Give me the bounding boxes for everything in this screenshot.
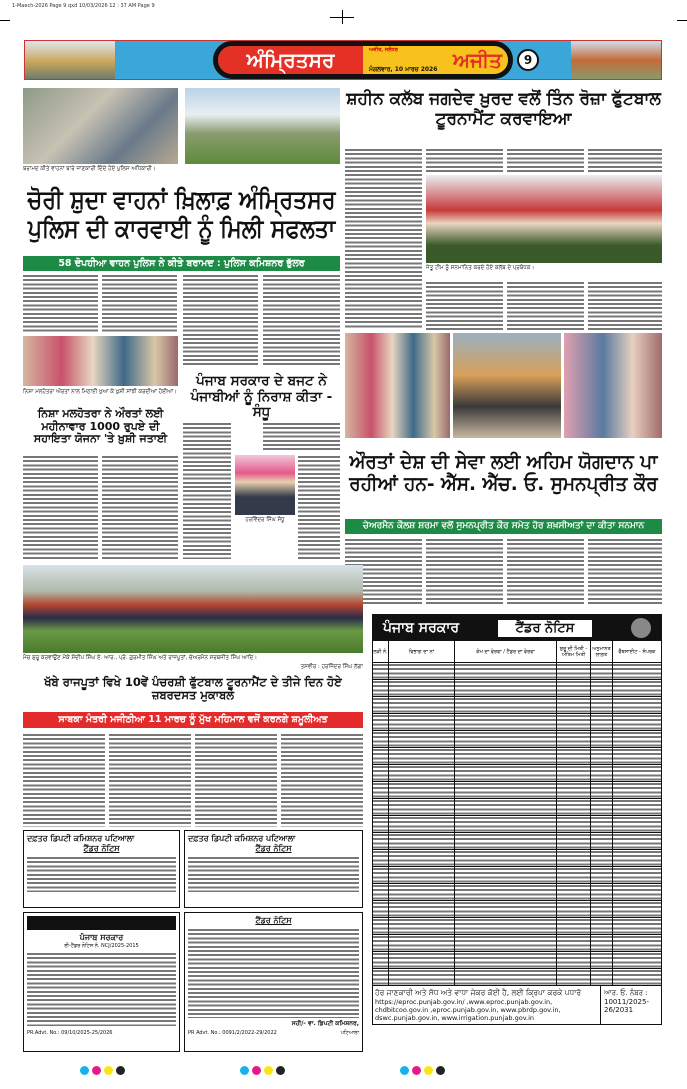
honour-photo-2	[453, 333, 561, 438]
tender-cell	[455, 697, 557, 713]
col-header: ਅਨੁਮਾਨਤ ਲਾਗਤ	[591, 641, 613, 662]
ad2-body	[188, 856, 359, 892]
police-photo	[23, 88, 178, 164]
tender-cell	[373, 884, 389, 900]
honour-photo-3	[564, 333, 662, 438]
tender-cell	[613, 867, 661, 883]
tender-cell	[389, 714, 455, 730]
tender-cell	[613, 765, 661, 781]
sandhu-portrait	[235, 455, 295, 515]
tender-cell	[389, 884, 455, 900]
story3-body	[263, 422, 340, 450]
tender-cell	[557, 850, 591, 866]
tender-notice-table	[372, 614, 662, 1025]
masthead-edition: ਅਜੀਤ, ਜਲੰਧਰ	[369, 47, 398, 53]
tender-row	[373, 697, 661, 714]
story2-caption: ਨਿਸ਼ਾ ਮਲਹੋਤਰਾ ਔਰਤਾਂ ਨਾਲ ਮਿਠਾਈ ਖੁਆ ਕੇ ਖ਼ੁਸ਼ੀ ਸਾਂਝੀ ਕਰਦੀਆਂ ਹੋਈਆਂ।	[23, 389, 177, 395]
tender-row	[373, 714, 661, 731]
col-header: ਵੈੱਬਸਾਈਟ - ਸੰਪਰਕ	[618, 648, 656, 655]
tender-cell	[455, 850, 557, 866]
tender-cell	[373, 714, 389, 730]
story3-headline: ਪੰਜਾਬ ਸਰਕਾਰ ਦੇ ਬਜਟ ਨੇ ਪੰਜਾਬੀਆਂ ਨੂੰ ਨਿਰਾਸ਼ ਕੀਤਾ - ਸੰਧੂ	[190, 373, 333, 421]
tender-cell	[591, 663, 613, 679]
tender-cell	[389, 901, 455, 917]
tender-cell	[373, 935, 389, 951]
tender-columns	[373, 641, 661, 663]
story6-headline: ਖੱਬੇ ਰਾਜਪੂਤਾਂ ਵਿਖੇ 10ਵੇਂ ਪੰਚਰਸ਼ੀ ਫੁੱਟਬਾਲ ਟੂਰਨਾਮੈਂਟ ਦੇ ਤੀਜੇ ਦਿਨ ਹੋਏ ਜ਼ਬਰਦਸਤ ਮੁਕਾਬਲੇ	[44, 675, 342, 703]
govt-ad	[23, 912, 180, 1052]
story4-caption: ਜੇਤੂ ਟੀਮ ਨੂੰ ਸਨਮਾਨਿਤ ਕਰਦੇ ਹੋਏ ਕਲੱਬ ਦੇ ਪ੍ਰਬੰਧਕ।	[426, 265, 535, 271]
masthead	[24, 40, 662, 80]
tender-cell	[557, 731, 591, 747]
vehicles-photo	[185, 88, 340, 164]
tender-cell	[613, 731, 661, 747]
tender-row	[373, 833, 661, 850]
story2-body	[23, 455, 98, 559]
tender-cell	[557, 918, 591, 934]
story5-body	[588, 538, 662, 604]
tender-cell	[557, 816, 591, 832]
football-club-photo	[426, 175, 662, 263]
story4-body	[507, 148, 584, 172]
tender-cell	[455, 969, 557, 985]
tender-cell	[455, 901, 557, 917]
tender-cell	[557, 867, 591, 883]
tender-ref: ਆਰ. ਓ. ਨੰਬਰ : 10011/2025-26/2031	[604, 989, 649, 1014]
story1-headline: ਚੋਰੀ ਸ਼ੁਦਾ ਵਾਹਨਾਂ ਖ਼ਿਲਾਫ਼ ਅੰਮ੍ਰਿਤਸਰ ਪੁਲਿਸ ਦੀ ਕਾਰਵਾਈ ਨੂੰ ਮਿਲੀ ਸਫਲਤਾ	[27, 185, 336, 243]
punjab-seal-icon	[631, 618, 651, 638]
tender-cell	[389, 748, 455, 764]
col-header: ਵਿਭਾਗ ਦਾ ਨਾਂ	[389, 641, 455, 662]
tender-cell	[455, 816, 557, 832]
tender-cell	[389, 731, 455, 747]
tender-cell	[389, 765, 455, 781]
tender-ad-3	[184, 912, 363, 1052]
tender-cell	[591, 833, 613, 849]
tender-cell	[455, 731, 557, 747]
tender-cell	[591, 782, 613, 798]
color-registration	[240, 1066, 285, 1075]
tender-cell	[613, 969, 661, 985]
govt-ad-notice-no: ਈ-ਟੈਂਡਰ ਨੋਟਿਸ ਨੰ. NCJ/2025-2015	[64, 943, 139, 949]
monument-image	[571, 41, 661, 79]
ad1-body	[27, 856, 176, 892]
tender-cell	[373, 731, 389, 747]
tender-cell	[591, 731, 613, 747]
tender-cell	[591, 816, 613, 832]
ad3-title: ਟੈਂਡਰ ਨੋਟਿਸ	[255, 916, 292, 925]
tender-cell	[389, 833, 455, 849]
tender-cell	[557, 884, 591, 900]
tender-footer: ਹੋਰ ਜਾਣਕਾਰੀ ਅਤੇ ਸੋਧ ਅਤੇ ਵਾਧਾ ਜੇਕਰ ਕੋਈ ਹੈ, ਲਈ ਕ੍ਰਿਪਾ ਕਰਕੇ ਪਧਾਰੋ	[375, 988, 582, 997]
ad3-place: ਪਟਿਆਲਾ	[340, 1030, 359, 1036]
story4-body	[426, 281, 503, 330]
tender-row	[373, 680, 661, 697]
tender-cell	[389, 697, 455, 713]
story4-body	[345, 148, 422, 328]
tender-cell	[613, 952, 661, 968]
story4-headline: ਸ਼ਹੀਨ ਕਲੱਬ ਜਗਦੇਵ ਖ਼ੁਰਦ ਵਲੋਂ ਤਿੰਨ ਰੋਜ਼ਾ ਫੁੱਟਬਾਲ ਟੂਰਨਾਮੈਂਟ ਕਰਵਾਇਆ	[346, 89, 661, 129]
tender-cell	[591, 901, 613, 917]
col-header: ਸ਼ੁਰੂ ਦੀ ਮਿਤੀ - ਅੰਤਿਮ ਮਿਤੀ	[557, 641, 591, 662]
tender-cell	[557, 714, 591, 730]
tender-cell	[373, 901, 389, 917]
tender-cell	[389, 918, 455, 934]
tender-cell	[455, 833, 557, 849]
govt-ad-body	[27, 952, 176, 1026]
tender-cell	[389, 680, 455, 696]
tender-cell	[557, 935, 591, 951]
ad1-office: ਦਫ਼ਤਰ ਡਿਪਟੀ ਕਮਿਸ਼ਨਰ ਪਟਿਆਲਾ	[27, 834, 135, 843]
story2-headline: ਨਿਸ਼ਾ ਮਲਹੋਤਰਾ ਨੇ ਔਰਤਾਂ ਲਈ ਮਹੀਨਾਵਾਰ 1000 ਰੁਪਏ ਦੀ ਸਹਾਇਤਾ ਯੋਜਨਾ 'ਤੇ ਖ਼ੁਸ਼ੀ ਜਤਾਈ	[33, 407, 168, 446]
tender-cell	[389, 799, 455, 815]
tender-cell	[373, 816, 389, 832]
story3-caption: ਹਰਵਿੰਦਰ ਸਿੰਘ ਸੰਧੂ	[245, 517, 285, 523]
tender-row	[373, 969, 661, 986]
tender-cell	[389, 782, 455, 798]
honour-photo-1	[345, 333, 450, 438]
tender-cell	[373, 782, 389, 798]
tender-cell	[557, 833, 591, 849]
tender-cell	[455, 663, 557, 679]
tender-cell	[557, 969, 591, 985]
crop-mark	[0, 20, 10, 21]
tender-cell	[455, 782, 557, 798]
story1-body	[23, 274, 98, 332]
ad3-pr: PR Advt. No.: 0091/2/2022-29/2022	[188, 1030, 277, 1036]
tender-cell	[455, 867, 557, 883]
tender-link[interactable]: https://eproc.punjab.gov.in/ ,www.eproc.punjab.gov.in,	[375, 998, 553, 1006]
page-number: 9	[517, 49, 539, 71]
tender-link[interactable]: chdbitcoo.gov.in ,eproc.punjab.gov.in, www.pbrdp.gov.in,	[375, 1006, 561, 1014]
tender-cell	[373, 680, 389, 696]
tender-row	[373, 816, 661, 833]
story5-body	[507, 538, 584, 604]
govt-ad-logo-strip	[27, 916, 176, 930]
tender-cell	[455, 799, 557, 815]
tender-cell	[591, 765, 613, 781]
story4-body	[507, 281, 584, 330]
story6-caption: ਮੈਚ ਸ਼ੁਰੂ ਕਰਵਾਉਣ ਮੌਕੇ ਸੰਦੀਪ ਸਿੰਘ ਏ. ਆਰ., ਪ੍ਰੋ. ਗੁਰਮੀਤ ਸਿੰਘ ਅਤੇ ਰਾਜਪੂਤਾਂ, ਚੇਅਰਮੈਨ ਸਰਬਜੀਤ ਸਿੰਘ ਆਦਿ।	[23, 655, 258, 661]
tender-cell	[373, 748, 389, 764]
tender-cell	[591, 969, 613, 985]
tender-row	[373, 918, 661, 935]
story6-body	[281, 733, 363, 827]
story1-subhead: 58 ਦੋਪਹੀਆ ਵਾਹਨ ਪੁਲਿਸ ਨੇ ਕੀਤੇ ਬਰਾਮਦ : ਪੁਲਿਸ ਕਮਿਸ਼ਨਰ ਭੁੱਲਰ	[23, 256, 340, 271]
color-registration	[400, 1066, 445, 1075]
story5-subhead: ਚੇਅਰਮੈਨ ਕੌਲਸ਼ ਸ਼ਰਮਾ ਵਲੋਂ ਸੁਮਨਪ੍ਰੀਤ ਕੌਰ ਸਮੇਤ ਹੋਰ ਸ਼ਖ਼ਸੀਅਤਾਂ ਦਾ ਕੀਤਾ ਸਨਮਾਨ	[345, 519, 662, 534]
masthead-logo	[213, 41, 513, 79]
tender-cell	[557, 901, 591, 917]
tender-cell	[373, 697, 389, 713]
govt-ad-pr: PR.Advt. No.: 09/10/2025-25/2026	[27, 1030, 113, 1036]
ad1-title: ਟੈਂਡਰ ਨੋਟਿਸ	[83, 844, 120, 853]
tender-row	[373, 663, 661, 680]
tender-cell	[389, 816, 455, 832]
tender-cell	[455, 884, 557, 900]
tender-row	[373, 731, 661, 748]
tender-cell	[591, 748, 613, 764]
women-photo	[23, 336, 178, 386]
story6-credit: ਤਸਵੀਰ : ਹਰਜਿੰਦਰ ਸਿੰਘ ਲੱਗਾ	[300, 664, 363, 670]
tender-cell	[455, 918, 557, 934]
tender-cell	[373, 799, 389, 815]
story6-body	[109, 733, 191, 827]
tender-cell	[557, 663, 591, 679]
tender-cell	[613, 799, 661, 815]
tender-cell	[557, 952, 591, 968]
tender-cell	[389, 663, 455, 679]
ad2-title: ਟੈਂਡਰ ਨੋਟਿਸ	[255, 844, 292, 853]
tender-cell	[455, 680, 557, 696]
story4-body	[588, 281, 662, 330]
tender-row	[373, 782, 661, 799]
tender-cell	[557, 748, 591, 764]
story4-body	[426, 148, 503, 172]
tender-cell	[613, 714, 661, 730]
story4-body	[588, 148, 662, 172]
tender-cell	[557, 765, 591, 781]
golden-temple-image	[25, 41, 115, 79]
tender-cell	[613, 697, 661, 713]
tender-cell	[557, 782, 591, 798]
tender-cell	[373, 765, 389, 781]
masthead-city: ਅੰਮ੍ਰਿਤਸਰ	[218, 46, 363, 74]
crop-mark	[330, 17, 354, 18]
tender-row	[373, 901, 661, 918]
tender-cell	[373, 952, 389, 968]
tender-cell	[373, 663, 389, 679]
story6-subhead: ਸਾਬਕਾ ਮੰਤਰੀ ਮਜੀਠੀਆ 11 ਮਾਰਚ ਨੂੰ ਮੁੱਖ ਮਹਿਮਾਨ ਵਜੋਂ ਕਰਨਗੇ ਸ਼ਮੂਲੀਅਤ	[23, 712, 363, 728]
tender-cell	[389, 952, 455, 968]
story1-caption: ਬਰਾਮਦ ਕੀਤੇ ਵਾਹਨਾਂ ਬਾਰੇ ਜਾਣਕਾਰੀ ਦਿੰਦੇ ਹੋਏ ਪੁਲਿਸ ਅਧਿਕਾਰੀ।	[23, 166, 156, 172]
tender-cell	[373, 969, 389, 985]
tender-title: ਟੈਂਡਰ ਨੋਟਿਸ	[498, 620, 593, 637]
tender-row	[373, 799, 661, 816]
tender-cell	[613, 782, 661, 798]
tender-cell	[373, 867, 389, 883]
tender-cell	[613, 918, 661, 934]
color-registration	[80, 1066, 125, 1075]
story3-body	[298, 455, 340, 559]
tender-cell	[557, 799, 591, 815]
crop-mark	[677, 20, 687, 21]
tender-cell	[613, 748, 661, 764]
tender-row	[373, 850, 661, 867]
col-header: ਲੜੀ ਨੰ.	[373, 641, 389, 662]
tender-cell	[613, 816, 661, 832]
tender-cell	[591, 918, 613, 934]
print-slug: 1-Maech-2026 Page 9 qxd 10/03/2026 12 : 37 AM Page 9	[12, 3, 155, 9]
masthead-date: ਮੰਗਲਵਾਰ, 10 ਮਾਰਚ 2026	[369, 66, 438, 73]
football-team-photo	[23, 565, 363, 653]
tender-cell	[613, 884, 661, 900]
tender-cell	[389, 867, 455, 883]
tender-link[interactable]: dswc.punjab.gov.in, www.irrigation.punjab.gov.in	[375, 1014, 535, 1022]
story1-body	[263, 274, 340, 366]
ad3-signed: ਸਹੀ/- ਵਾ. ਡਿਪਟੀ ਕਮਿਸ਼ਨਰ,	[291, 1020, 359, 1027]
story1-body	[183, 274, 258, 366]
story3-body	[183, 422, 231, 559]
tender-ad-1	[23, 830, 180, 908]
tender-cell	[591, 799, 613, 815]
tender-cell	[591, 697, 613, 713]
tender-row	[373, 935, 661, 952]
col-header: ਕੰਮ ਦਾ ਵੇਰਵਾ / ਟੈਂਡਰ ਦਾ ਵੇਰਵਾ	[455, 641, 557, 662]
govt-ad-title: ਪੰਜਾਬ ਸਰਕਾਰ	[79, 933, 124, 942]
tender-row	[373, 765, 661, 782]
story1-body	[102, 274, 177, 332]
tender-cell	[455, 765, 557, 781]
tender-govt: ਪੰਜਾਬ ਸਰਕਾਰ	[383, 620, 460, 636]
tender-row	[373, 952, 661, 969]
tender-cell	[557, 697, 591, 713]
ad2-office: ਦਫ਼ਤਰ ਡਿਪਟੀ ਕਮਿਸ਼ਨਰ ਪਟਿਆਲਾ	[188, 834, 296, 843]
ad3-body	[188, 928, 359, 1018]
tender-cell	[389, 850, 455, 866]
tender-cell	[591, 680, 613, 696]
story5-body	[426, 538, 503, 604]
tender-cell	[613, 833, 661, 849]
tender-cell	[613, 935, 661, 951]
tender-row	[373, 867, 661, 884]
tender-cell	[591, 935, 613, 951]
story2-body	[102, 455, 178, 559]
story6-body	[195, 733, 277, 827]
tender-cell	[455, 714, 557, 730]
tender-cell	[373, 833, 389, 849]
tender-cell	[591, 867, 613, 883]
tender-cell	[373, 918, 389, 934]
tender-cell	[455, 748, 557, 764]
tender-cell	[389, 969, 455, 985]
tender-cell	[613, 850, 661, 866]
tender-cell	[557, 680, 591, 696]
tender-cell	[591, 850, 613, 866]
story6-body	[23, 733, 105, 827]
tender-cell	[591, 884, 613, 900]
tender-cell	[455, 952, 557, 968]
tender-cell	[373, 850, 389, 866]
tender-cell	[613, 901, 661, 917]
tender-row	[373, 748, 661, 765]
tender-row	[373, 884, 661, 901]
tender-cell	[591, 714, 613, 730]
masthead-paper: ਅਜੀਤ	[452, 48, 502, 72]
tender-cell	[389, 935, 455, 951]
tender-ad-2	[184, 830, 363, 908]
tender-cell	[591, 952, 613, 968]
tender-cell	[613, 663, 661, 679]
tender-cell	[613, 680, 661, 696]
story5-headline: ਔਰਤਾਂ ਦੇਸ਼ ਦੀ ਸੇਵਾ ਲਈ ਅਹਿਮ ਯੋਗਦਾਨ ਪਾ ਰਹੀਆਂ ਹਨ- ਐੱਸ. ਐੱਚ. ਓ. ਸੁਮਨਪ੍ਰੀਤ ਕੌਰ	[349, 451, 658, 495]
tender-cell	[455, 935, 557, 951]
